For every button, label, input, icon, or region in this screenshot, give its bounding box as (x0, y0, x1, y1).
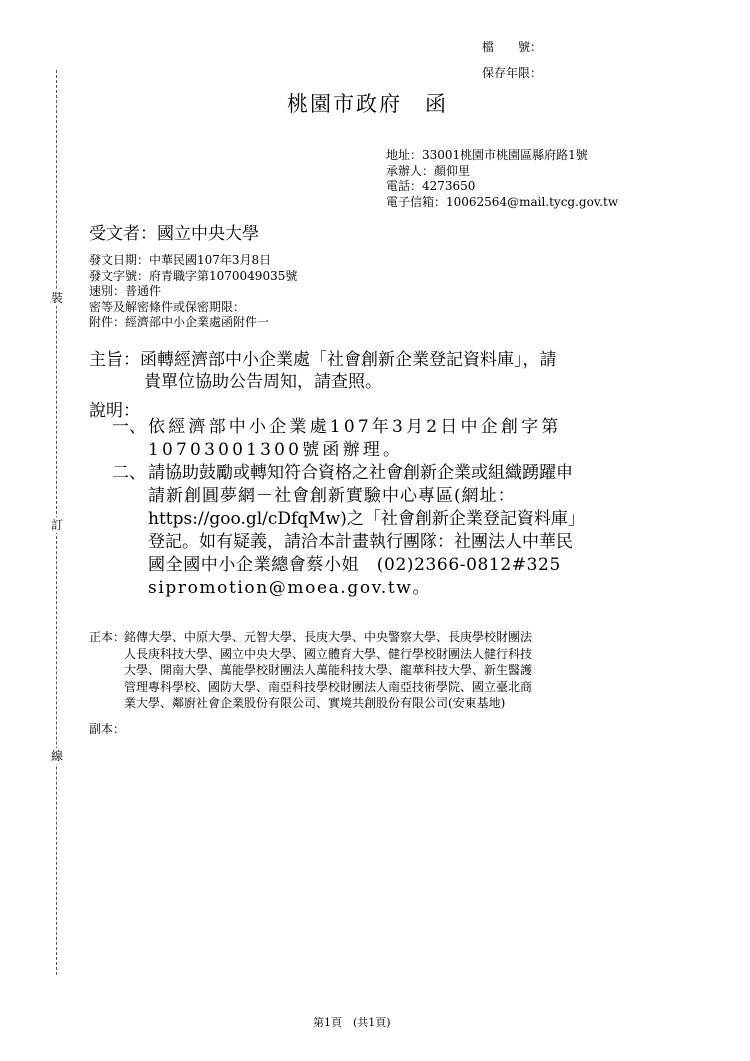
distribution-line: 人長庚科技大學、國立中央大學、國立體育大學、健行學校財團法人健行科技 (124, 646, 533, 661)
item-2-line-6: sipromotion@moea.gov.tw。 (148, 578, 432, 598)
subject-line-1: 主旨：函轉經濟部中小企業處「社會創新企業登記資料庫」，請 (89, 350, 557, 370)
page-footer: 第1頁 (共1頁) (313, 1016, 391, 1029)
explanation-heading: 說明： (89, 401, 140, 421)
secrecy-level: 密等及解密條件或保密期限： (89, 299, 246, 314)
contact-address: 地址：33001桃園市桃園區縣府路1號 (386, 148, 588, 162)
distribution-main-list (124, 629, 532, 712)
item-2-line-3: https://goo.gl/cDfqMw)之「社會創新企業登記資料庫」 (148, 509, 585, 529)
document-number: 發文字號：府青職字第1070049035號 (89, 268, 298, 283)
document-title: 桃園市政府 函 (287, 92, 448, 116)
delivery-speed: 速別：普通件 (89, 284, 162, 298)
item-1-marker: 一、 (112, 417, 146, 437)
item-2-line-4: 登記。如有疑義，請洽本計畫執行團隊：社團法人中華民 (148, 532, 573, 552)
file-number-label: 檔 號： (482, 40, 543, 54)
contact-phone: 電話：4273650 (386, 179, 476, 193)
binding-mark-xian: 線 (50, 749, 63, 763)
contact-block (386, 148, 618, 210)
binding-mark-ding: 訂 (50, 518, 63, 532)
distribution-line: 管理專科學校、國防大學、南亞科技學校財團法人南亞技術學院、國立臺北商 (124, 679, 533, 694)
item-2-line-5: 國全國中小企業總會蔡小姐 (02)2366-0812#325 (148, 555, 561, 575)
subject-line-2: 貴單位協助公告周知，請查照。 (144, 372, 382, 392)
distribution-line: 業大學、鄰廚社會企業股份有限公司、實境共創股份有限公司(安東基地) (124, 696, 506, 710)
binding-mark-zhuang: 裝 (50, 291, 63, 305)
distribution-copy-label: 副本： (89, 722, 126, 736)
item-2-marker: 二、 (112, 463, 146, 483)
issue-date: 發文日期：中華民國107年3月8日 (89, 253, 272, 267)
attachment: 附件：經濟部中小企業處函附件一 (89, 315, 270, 329)
item-2-line-2: 請新創圓夢網－社會創新實驗中心專區(網址： (148, 486, 516, 506)
contact-handler: 承辦人：顏仰里 (386, 163, 471, 178)
distribution-line: 銘傳大學、中原大學、元智大學、長庚大學、中央警察大學、長庚學校財團法 (124, 630, 533, 644)
contact-email: 電子信箱：10062564@mail.tycg.gov.tw (386, 194, 619, 209)
item-1-line-2: 10703001300號函辦理。 (148, 440, 404, 460)
recipient: 受文者：國立中央大學 (89, 224, 259, 244)
item-2-line-1: 請協助鼓勵或轉知符合資格之社會創新企業或組織踴躍申 (148, 463, 573, 483)
retention-period-label: 保存年限： (482, 66, 543, 80)
meta-block (89, 253, 297, 331)
item-1-line-1: 依經濟部中小企業處107年3月2日中企創字第 (148, 417, 562, 437)
distribution-main-label: 正本： (89, 630, 126, 644)
distribution-line: 大學、開南大學、萬能學校財團法人萬能科技大學、龍華科技大學、新生醫護 (124, 663, 533, 677)
